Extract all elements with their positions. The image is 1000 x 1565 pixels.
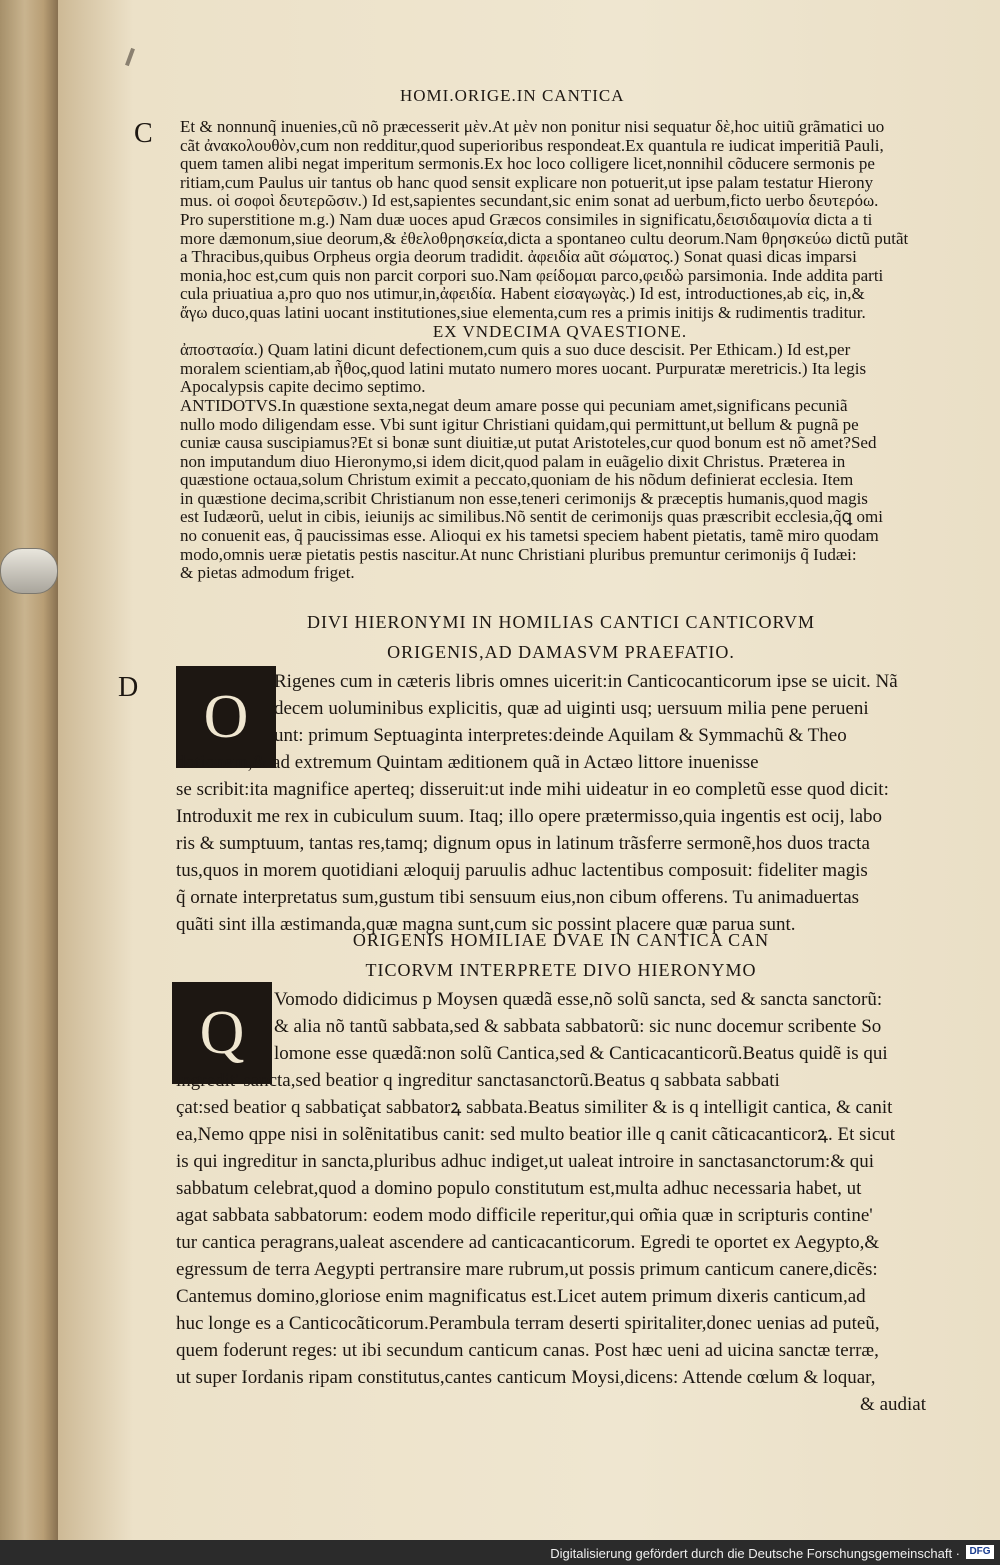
homiliae-line: Vomodo didicimus p Moysen quædã esse,nõ solũ sancta, sed & sancta sanctorũ:: [274, 989, 883, 1010]
undecima-line: moralem scientiam,ab ἦθος,quod latini mutato numero mores uocant. Purpuratæ meretricis.) Ita legis: [180, 358, 867, 378]
homiliae-title-2: TICORVM INTERPRETE DIVO HIERONYMO: [365, 960, 757, 980]
homiliae-text: [176, 986, 936, 1418]
homiliae-title-1: ORIGENIS HOMILIAE DVAE IN CANTICA CAN: [352, 930, 770, 950]
praefatio-line: unt: primum Septuaginta interpretes:deinde Aquilam & Symmachũ & Theo: [274, 725, 847, 746]
commentary-line: Pro superstitione m.g.) Nam duæ uoces apud Græcos consimiles in significatu,δεισιδαιμονία dicta a ti: [180, 209, 873, 229]
praefatio-title-1: DIVI HIERONYMI IN HOMILIAS CANTICI CANTICORVM: [306, 612, 816, 632]
antidotus-line: & pietas admodum friget.: [180, 563, 355, 583]
commentary-line: quem tamen alibi negat imperitum sermonis.Ex hoc loco colligere licet,nonnihil cõducere sermonis pe: [180, 154, 875, 174]
praefatio-line: tus,quos in morem quotidiani æloquij paruulis adhuc lactentibus composuit: fideliter magis: [176, 860, 868, 881]
homiliae-line: agat sabbata sabbatorum: eodem modo difficile reperitur,qui om̃ia quæ in scripturis contine': [176, 1205, 873, 1226]
homiliae-line: çat:sed beatior q sabbatiçat sabbatorꝝ sabbata.Beatus similiter & is q intelligit cantica, & canit: [176, 1097, 893, 1118]
commentary-line: cula priuatiua a,pro quo nos utimur,in,ἀφειδία. Habent εἰσαγωγὰς.) Id est, introductiones,ab εἰς, in,&: [180, 284, 865, 304]
praefatio-line: q̃ ornate interpretatus sum,gustum tibi sensuum eius,non cibum offerens. Tu animaduertas: [176, 887, 860, 908]
commentary-line: ritiam,cum Paulus uir tantus ob hanc quod sensit explicare non potuerit,ut ipse palam testatur Hierony: [180, 172, 874, 192]
antidotus-line: no conuenit eas, q̃ paucissimas esse. Alioqui ex his tametsi speciem habent pietatis, tamẽ miro quodam: [180, 526, 879, 546]
margin-letter-d: D: [118, 672, 139, 703]
commentary-line: Et & nonnunq̃ inuenies,cũ nõ præcesserit μὲν.At μὲν non ponitur nisi sequatur δὲ,hoc uitiũ grãmatici uo: [180, 117, 885, 136]
praefatio-line: se scribit:ita magnifice aperteq; disseruit:ut inde mihi uideatur in eo completũ esse quod dicit:: [176, 779, 889, 800]
praefatio-line: quãti sint illa æstimanda,quæ magna sunt,cum sic possint placere quæ parua sunt.: [176, 914, 796, 935]
antidotus-line: ANTIDOTVS.In quæstione sexta,negat deum amare posse qui pecuniam amet,significans pecuniã: [180, 395, 848, 415]
commentary-line: mus. οἱ σοφοὶ δευτερῶσιν.) Id est,sapientes secundant,sic enim sonat ad uerbum,ficto uerbo δευτερόω.: [180, 191, 879, 211]
commentary-line: a Thracibus,quibus Orpheus orgia deorum tradidit. ἀφειδία aũt σώματος.) Sonat quasi dicas imparsi: [180, 247, 857, 267]
antidotus-line: non imputandum diuo Hieronymo,si idem dicit,quod palam in euãgelio dixit Christus. Præterea in: [180, 451, 846, 471]
homiliae-line: ut super Iordanis ripam constitutus,cantes canticum Moysi,dicens: Attende cœlum & loquar,: [176, 1367, 876, 1388]
footer-credit: Digitalisierung gefördert durch die Deutsche Forschungsgemeinschaft ·: [550, 1546, 960, 1561]
dfg-logo-icon: DFG: [966, 1545, 994, 1559]
commentary-block: [180, 118, 940, 583]
commentary-line: monia,hoc est,cum quis non parcit corpori suo.Nam φείδομαι parco,φειδὼ parsimonia. Inde addita parti: [180, 265, 884, 285]
homiliae-line: egressum de terra Aegypti pertransire mare rubrum,ut possis primum canticum canere,dicẽs:: [176, 1259, 878, 1280]
commentary-line: more dæmonum,siue deorum,& ἐθελοθρησκεία,dicta a spontaneo cultu deorum.Nam θρησκεύω dictũ putãt: [180, 228, 909, 248]
praefatio-line: ris & sumptuum, tantas res,tamq; dignum opus in latinum trãsferre sermonẽ,hos duos tracta: [176, 833, 870, 854]
section-heading-undecima: EX VNDECIMA QVAESTIONE.: [432, 321, 688, 341]
homiliae-line: sabbatum celebrat,quod a domino populo constitutum est,multa adhuc necessaria habet, ut: [176, 1178, 862, 1199]
praefatio-line: decem uoluminibus explicitis, quæ ad uiginti usq; uersuum milia pene perueni: [274, 698, 869, 719]
antidotus-line: nullo modo diligendam esse. Vbi sunt igitur Christiani quidam,qui permittunt,ut bellum & pugnã pe: [180, 414, 859, 434]
undecima-line: ἀποστασία.) Quam latini dicunt defectionem,cum quis a suo duce descisit. Per Ethicam.) Id est,per: [180, 340, 851, 360]
paper-clip: [0, 548, 58, 594]
homiliae-line: & alia nõ tantũ sabbata,sed & sabbata sabbatorũ: sic nunc docemur scribente So: [274, 1016, 882, 1037]
praefatio-line: Rigenes cum in cæteris libris omnes uicerit:in Canticocanticorum ipse se uicit. Nã: [274, 671, 898, 692]
praefatio-text: [176, 668, 936, 938]
decorated-initial-o: O: [176, 666, 276, 768]
commentary-line: ἄγω duco,quas latini uocant institutiones,siue elementa,cum res a primis initijs & rudimentis traditur.: [180, 302, 866, 322]
antidotus-line: cuniæ causa suscipiamus?Et si bonæ sunt diuitiæ,ut putat Aristoteles,cur quod bonum est nõ amet?Sed: [180, 433, 877, 453]
homiliae-line: tur cantica peragrans,ualeat ascendere ad canticacanticorum. Egredi te oportet ex Aegypto,&: [176, 1232, 880, 1253]
praefatio-line: Introduxit me rex in cubiculum suum. Itaq; illo opere prætermisso,quia ingentis est ocij, labo: [176, 806, 883, 827]
praefatio-line: dotionem,& ad extremum Quintam æditionem quã in Actæo littore inuenisse: [176, 752, 759, 773]
antidotus-line: modo,omnis ueræ pietatis pestis nascitur.At nunc Christiani pluribus premuntur cerimonijs q̃ Iudæi:: [180, 544, 857, 564]
praefatio-title-2: ORIGENIS,AD DAMASVM PRAEFATIO.: [387, 642, 735, 662]
homiliae-line: ingredit' sancta,sed beatior q ingreditur sanctasanctorũ.Beatus q sabbata sabbati: [176, 1070, 780, 1091]
homiliae-line: quem foderunt reges: ut ibi secundum canticum canas. Post hæc ueni ad uicina sanctæ terræ,: [176, 1340, 879, 1361]
left-page-edges: [0, 0, 62, 1540]
homiliae-line: ea,Nemo qppe nisi in solẽnitatibus canit: sed multo beatior ille q canit cãticacanticorꝝ. Et sicut: [176, 1124, 896, 1145]
homiliae-line: is qui ingreditur in sancta,pluribus adhuc indiget,ut ualeat introire in sanctasanctorum:& qui: [176, 1151, 875, 1172]
antidotus-line: in quæstione decima,scribit Christianum non esse,teneri cerimonijs & præceptis humanis,quod magis: [180, 488, 868, 508]
decorated-initial-q: Q: [172, 982, 272, 1084]
antidotus-line: quæstione octaua,solum Christum eximit a peccato,quoniam de his nõdum definierat ecclesia. Item: [180, 470, 854, 490]
margin-letter-c: C: [134, 118, 153, 149]
catchword: & audiat: [860, 1394, 926, 1415]
homiliae-line: lomone esse quædã:non solũ Cantica,sed & Canticacanticorũ.Beatus quidẽ is qui: [274, 1043, 888, 1064]
running-head: HOMI.ORIGE.IN CANTICA: [400, 86, 625, 105]
undecima-line: Apocalypsis capite decimo septimo.: [180, 377, 426, 397]
homiliae-line: huc longe es a Canticocãticorum.Perambula terram deserti spiritaliter,donec uenias ad puteũ,: [176, 1313, 880, 1334]
homiliae-line: Cantemus domino,gloriose enim magnificatus est.Licet autem primum dixeris canticum,ad: [176, 1286, 866, 1307]
commentary-line: cãt ἀνακολουθὸν,cum non redditur,quod superioribus respondeat.Ex quantula re iudicat imperitiã Pauli,: [180, 135, 884, 155]
antidotus-line: est Iudæorũ, uelut in cibis, ieiunijs ac similibus.Nõ sentit de cerimonijs quas præscribit ecclesia,q̃ꝗ omi: [180, 507, 883, 527]
